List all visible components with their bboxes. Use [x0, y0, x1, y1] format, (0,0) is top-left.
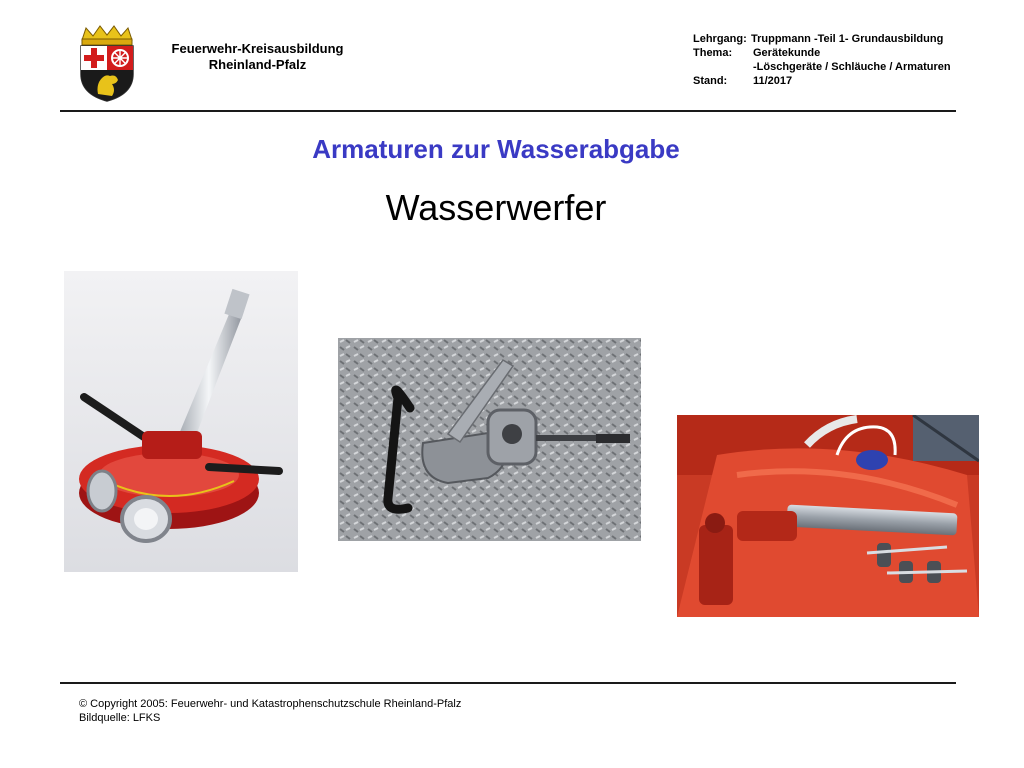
stand-value: 11/2017: [753, 75, 793, 87]
lehrgang-value: Truppmann -Teil 1- Grundausbildung: [751, 33, 944, 45]
header-divider: [60, 110, 956, 112]
copyright-text: © Copyright 2005: Feuerwehr- und Katastrophenschutzschule Rheinland-Pfalz: [79, 698, 462, 710]
thema-value-2: -Löschgeräte / Schläuche / Armaturen: [753, 61, 951, 73]
image-source-text: Bildquelle: LFKS: [79, 712, 161, 724]
organization-line-2: Rheinland-Pfalz: [208, 57, 307, 72]
lehrgang-label: Lehrgang:: [693, 33, 747, 45]
course-meta: [693, 32, 951, 88]
section-title: Armaturen zur Wasserabgabe: [312, 134, 680, 164]
thema-value: Gerätekunde: [753, 47, 821, 59]
organization-name: [160, 41, 355, 73]
photo-monitor-on-plate: [338, 338, 641, 541]
stand-label: Stand:: [693, 75, 728, 87]
footer: [79, 697, 461, 725]
organization-line-1: Feuerwehr-Kreisausbildung: [171, 41, 344, 56]
rhineland-palatinate-crest: [76, 24, 138, 102]
photo-portable-monitor: [64, 271, 298, 572]
footer-divider: [60, 682, 956, 684]
thema-label: Thema:: [693, 47, 733, 59]
photo-vehicle-monitor: [677, 415, 979, 617]
slide-title: Wasserwerfer: [385, 187, 607, 228]
thema-spacer: [693, 60, 753, 74]
